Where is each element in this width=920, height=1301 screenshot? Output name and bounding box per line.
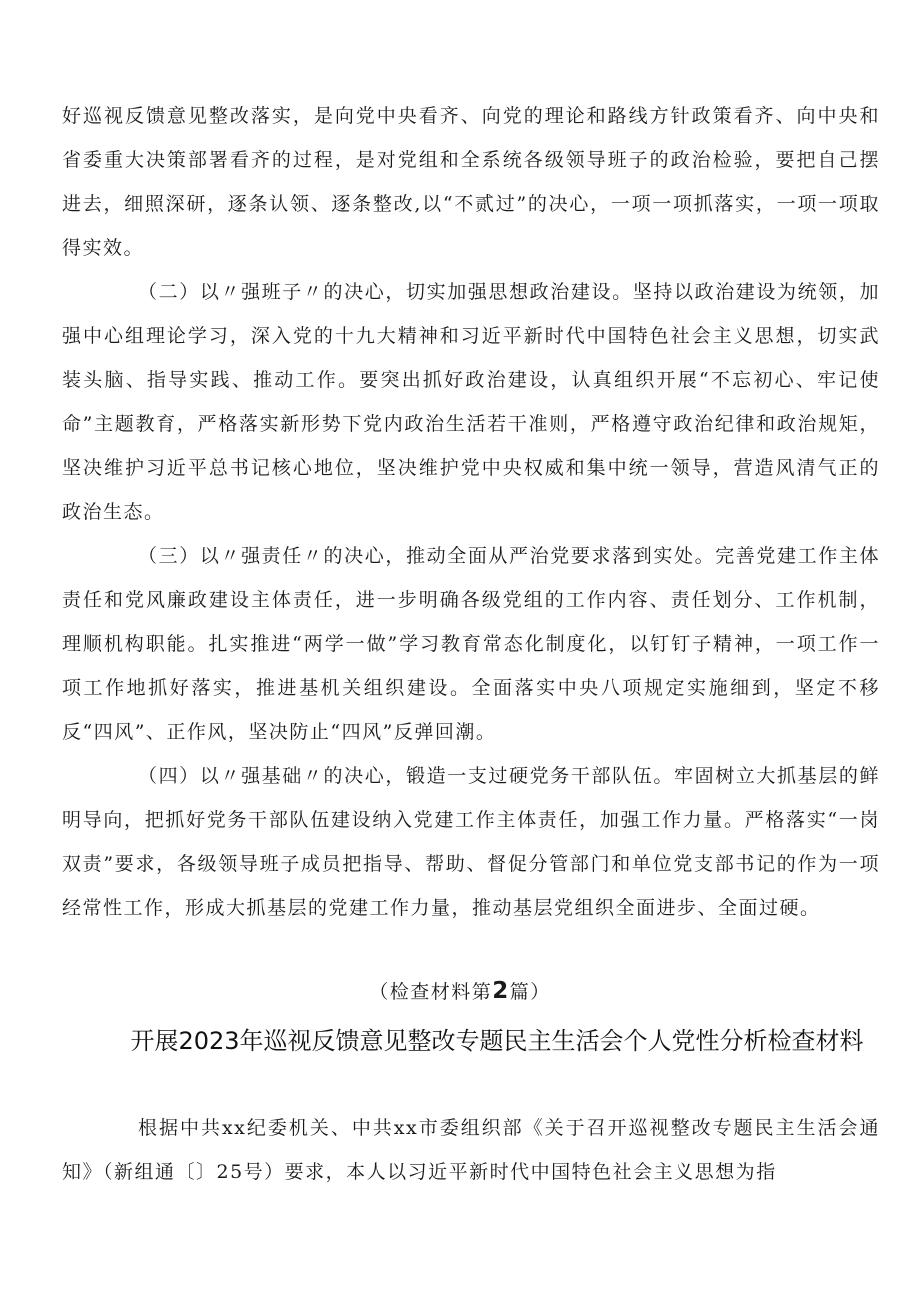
paragraph-strong-responsibility: （三）以〃强责任〃的决心，推动全面从严治党要求落到实处。完善党建工作主体责任和党风廉政建设主体责任，进一步明确各级党组的工作内容、责任划分、工作机制，理顺机构职能。扎实推进“两学一做”学习教育常态化制度化，以钉钉子精神，一项工作一项工作地抓好落实，推进基机关组织建设。全面落实中央八项规定实施细到，坚定不移反“四风”、正作风，坚决防止“四风”反弹回潮。 [62,545,880,743]
caption-prefix: （检查材料第 [369,981,493,1003]
caption-number: 2 [492,978,510,1004]
paragraph-rectification-intro: 好巡视反馈意见整改落实，是向党中央看齐、向党的理论和路线方针政策看齐、向中央和省委重大决策部署看齐的过程，是对党组和全系统各级领导班子的政治检验，要把自己摆进去，细照深研，逐条认领、逐条整改,以“不贰过”的决心，一项一项抓落实，一项一项取得实效。 [62,105,880,259]
paragraph-basis: 根据中共xx纪委机关、中共xx市委组织部《关于召开巡视整改专题民主生活会通知》（新组通〔〕25号）要求，本人以习近平新时代中国特色社会主义思想为指 [62,1117,880,1183]
section-caption [0,976,920,1007]
document-title: 开展2023年巡视反馈意见整改专题民主生活会个人党性分析检查材料 [130,1027,864,1055]
paragraph-strong-team: （二）以〃强班子〃的决心，切实加强思想政治建设。坚持以政治建设为统领，加强中心组理论学习，深入党的十九大精神和习近平新时代中国特色社会主义思想，切实武装头脑、指导实践、推动工作。要突出抓好政治建设，认真组织开展“不忘初心、牢记使命”主题教育，严格落实新形势下党内政治生活若干准则，严格遵守政治纪律和政治规矩，坚决维护习近平总书记核心地位，坚决维护党中央权威和集中统一领导，营造风清气正的政治生态。 [62,281,880,523]
caption-suffix: 篇） [509,981,551,1003]
paragraph-strong-foundation: （四）以〃强基础〃的决心，锻造一支过硬党务干部队伍。牢固树立大抓基层的鲜明导向，把抓好党务干部队伍建设纳入党建工作主体责任，加强工作力量。严格落实“一岗双责”要求，各级领导班子成员把指导、帮助、督促分管部门和单位党支部书记的作为一项经常性工作，形成大抓基层的党建工作力量，推动基层党组织全面进步、全面过硬。 [62,765,880,919]
